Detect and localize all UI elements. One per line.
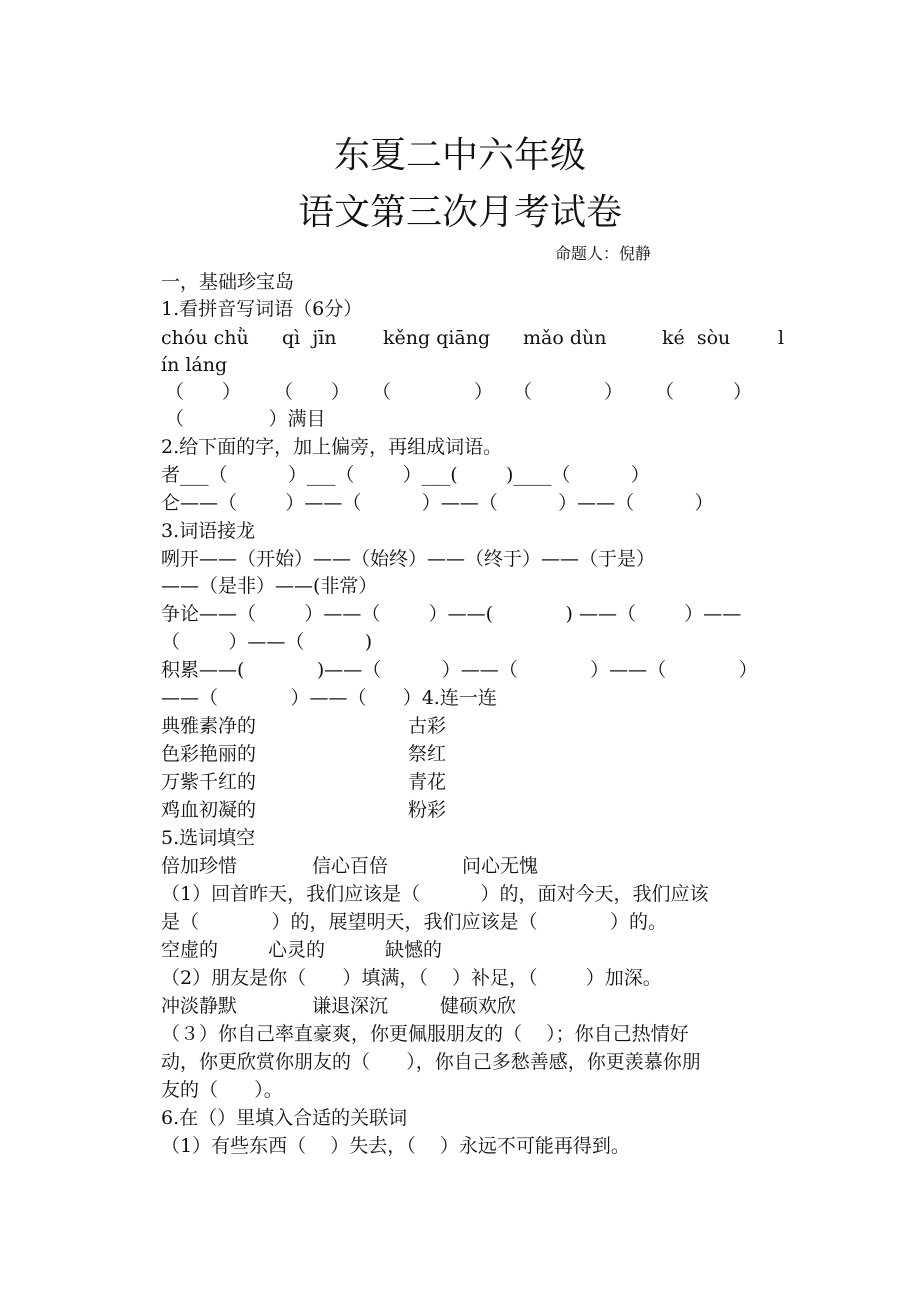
q3-heading: 3.词语接龙 xyxy=(161,520,256,542)
q2-row2: 仑——（ ）——（ ）——（ ）——（ ） xyxy=(161,492,714,514)
word-choice: 谦退深沉 xyxy=(312,995,389,1017)
q1-blank-row2: （ ）满目 xyxy=(165,408,326,430)
q3-row5: 积累——( )——（ ）——（ ）——（ ） xyxy=(161,659,758,681)
pinyin-continuation: ín láng xyxy=(161,354,228,376)
word-choice: 心灵的 xyxy=(268,939,326,961)
word-choice: 空虚的 xyxy=(161,939,219,961)
q1-heading: 1.看拼音写词语（6分） xyxy=(161,298,363,320)
word-choice: 问心无愧 xyxy=(462,855,539,877)
pinyin-item: ké sòu xyxy=(662,327,731,349)
match-right-item: 青花 xyxy=(408,771,447,793)
pinyin-item: chóu chǜ xyxy=(161,327,249,349)
q5-sentence1-line2: 是（ ）的，展望明天，我们应该是（ ）的。 xyxy=(161,911,667,933)
q3-row6: ——（ ）——（ ）4.连一连 xyxy=(161,687,497,709)
answer-bracket: ） xyxy=(331,381,351,403)
answer-bracket: （ xyxy=(372,381,392,403)
match-right-item: 粉彩 xyxy=(408,799,447,821)
answer-bracket: （ xyxy=(274,381,294,403)
match-right-item: 祭红 xyxy=(408,743,447,765)
word-choice: 冲淡静默 xyxy=(161,995,238,1017)
q3-row3: 争论——（ ）——（ ）——( ) ——（ ）—— xyxy=(161,603,742,625)
q5-sentence1-line1: （1）回首昨天，我们应该是（ ）的，面对今天，我们应该 xyxy=(161,883,709,905)
word-choice: 缺憾的 xyxy=(385,939,443,961)
match-left-item: 鸡血初凝的 xyxy=(161,799,257,821)
pinyin-item: kěng qiāng xyxy=(383,327,491,349)
q3-row1: 咧开——（开始）——（始终）——（终于）——（于是） xyxy=(161,548,656,570)
q2-row1: 者___（ ）___（ ）___( )____（ ） xyxy=(161,464,650,486)
exam-title-line1: 东夏二中六年级 xyxy=(333,135,586,176)
pinyin-item: l xyxy=(778,327,785,349)
q6-heading: 6.在（）里填入合适的关联词 xyxy=(161,1107,408,1129)
q5-sentence3-line2: 动，你更欣赏你朋友的（ ），你自己多愁善感，你更羡慕你朋 xyxy=(161,1051,701,1073)
pinyin-item: mǎo dùn xyxy=(523,327,607,349)
pinyin-item: qì jīn xyxy=(282,327,337,349)
q6-sentence1: （1）有些东西（ ）失去，（ ）永远不可能再得到。 xyxy=(161,1135,630,1157)
answer-bracket: ） xyxy=(733,381,753,403)
answer-bracket: （ xyxy=(655,381,675,403)
match-left-item: 典雅素净的 xyxy=(161,715,257,737)
answer-bracket: ） xyxy=(474,381,494,403)
word-choice: 健硕欢欣 xyxy=(440,995,517,1017)
q5-heading: 5.选词填空 xyxy=(161,827,256,849)
answer-bracket: （ xyxy=(513,381,533,403)
exam-title-line2: 语文第三次月考试卷 xyxy=(297,192,622,233)
author-label: 命题人：倪静 xyxy=(555,244,652,263)
answer-bracket: ） xyxy=(222,381,242,403)
match-left-item: 色彩艳丽的 xyxy=(161,743,257,765)
word-choice: 倍加珍惜 xyxy=(161,855,238,877)
match-left-item: 万紫千红的 xyxy=(161,771,257,793)
q3-row4: （ ）——（ ) xyxy=(161,631,373,653)
q5-sentence3-line1: （３）你自己率直豪爽，你更佩服朋友的（ ）；你自己热情好 xyxy=(161,1023,689,1045)
match-right-item: 古彩 xyxy=(408,715,447,737)
answer-bracket: （ xyxy=(165,381,185,403)
answer-bracket: ） xyxy=(604,381,624,403)
q3-row2: ——（是非）——(非常） xyxy=(161,575,378,597)
q5-sentence3-line3: 友的（ ）。 xyxy=(161,1079,283,1101)
section-heading: 一，基础珍宝岛 xyxy=(161,271,295,293)
q5-sentence2: （2）朋友是你（ ）填满，（ ）补足，（ ）加深。 xyxy=(161,967,662,989)
word-choice: 信心百倍 xyxy=(312,855,389,877)
q2-heading: 2.给下面的字，加上偏旁，再组成词语。 xyxy=(161,436,503,458)
